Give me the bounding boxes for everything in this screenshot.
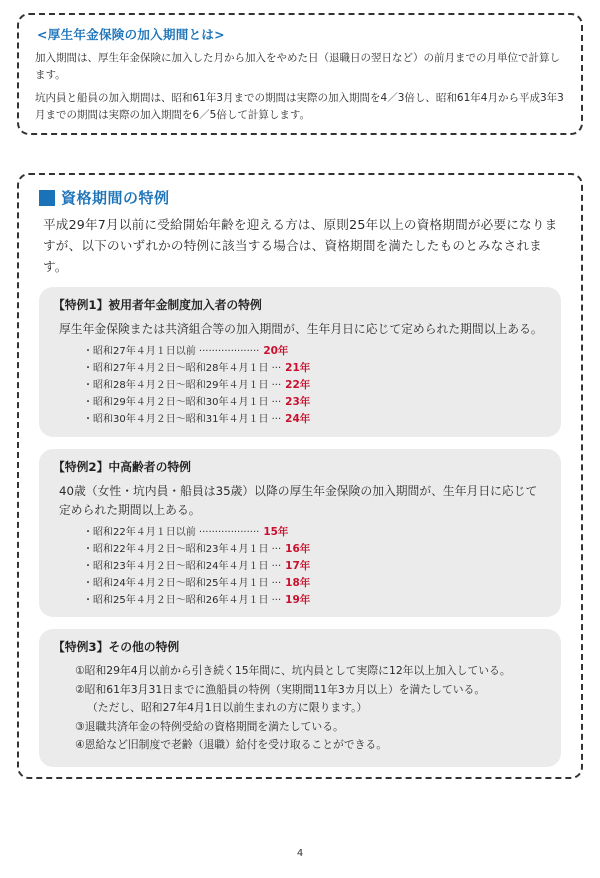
row-years: 17年 bbox=[285, 560, 311, 572]
list-item: （ただし、昭和27年4月1日以前生まれの方に限ります。） bbox=[87, 701, 368, 714]
definition-title: <厚生年金保険の加入期間とは> bbox=[37, 27, 225, 42]
row-label: ・昭和24年４月２日〜昭和25年４月１日 ··· bbox=[83, 578, 282, 589]
list-item: ②昭和61年3月31日までに漁船員の特例（実期間11年3カ月以上）を満たしている。 bbox=[75, 682, 486, 696]
list-item bbox=[83, 394, 547, 411]
special-case-2-title: 【特例2】中高齢者の特例 bbox=[53, 460, 191, 474]
row-label: ・昭和22年４月１日以前 ··················· bbox=[83, 527, 260, 538]
definition-paragraph-1: 加入期間は、厚生年金保険に加入した月から加入をやめた日（退職日の翌日など）の前月までの月単位で計算します。 bbox=[35, 52, 560, 81]
special-case-1-panel bbox=[39, 287, 561, 437]
list-item bbox=[83, 541, 547, 558]
list-item bbox=[83, 524, 547, 541]
section-heading bbox=[39, 187, 561, 208]
special-case-1-title: 【特例1】被用者年金制度加入者の特例 bbox=[53, 298, 262, 312]
row-years: 22年 bbox=[285, 379, 311, 391]
definition-paragraph-2: 坑内員と船員の加入期間は、昭和61年3月までの期間は実際の加入期間を4／3倍し、昭和61年4月から平成3年3月までの期間は実際の加入期間を6／5倍して計算します。 bbox=[35, 92, 564, 121]
list-item bbox=[83, 592, 547, 609]
row-label: ・昭和28年４月２日〜昭和29年４月１日 ··· bbox=[83, 380, 282, 391]
list-item: ①昭和29年4月以前から引き続く15年間に、坑内員として実際に12年以上加入している。 bbox=[75, 664, 511, 677]
list-item bbox=[83, 558, 547, 575]
list-item bbox=[83, 343, 547, 360]
special-case-2-desc: 40歳（女性・坑内員・船員は35歳）以降の厚生年金保険の加入期間が、生年月日に応じて定められた期間以上ある。 bbox=[59, 484, 538, 517]
special-case-1-list bbox=[53, 343, 547, 428]
page-number: 4 bbox=[296, 848, 304, 859]
section-intro: 平成29年7月以前に受給開始年齢を迎える方は、原則25年以上の資格期間が必要になりますが、以下のいずれかの特例に該当する場合は、資格期間を満たしたものとみなされます。 bbox=[43, 217, 558, 274]
row-years: 24年 bbox=[285, 413, 311, 425]
row-label: ・昭和29年４月２日〜昭和30年４月１日 ··· bbox=[83, 397, 282, 408]
row-years: 20年 bbox=[263, 345, 289, 357]
special-case-3-panel bbox=[39, 629, 561, 767]
list-item: ③退職共済年金の特例受給の資格期間を満たしている。 bbox=[75, 719, 344, 733]
list-item bbox=[83, 575, 547, 592]
row-years: 21年 bbox=[285, 362, 311, 374]
row-years: 23年 bbox=[285, 396, 311, 408]
special-case-3-title: 【特例3】その他の特例 bbox=[53, 640, 180, 654]
special-cases-box bbox=[17, 173, 583, 779]
row-years: 18年 bbox=[285, 577, 311, 589]
row-years: 19年 bbox=[285, 594, 311, 606]
row-label: ・昭和22年４月２日〜昭和23年４月１日 ··· bbox=[83, 544, 282, 555]
row-label: ・昭和27年４月１日以前 ··················· bbox=[83, 346, 260, 357]
special-case-1-desc: 厚生年金保険または共済組合等の加入期間が、生年月日に応じて定められた期間以上ある。 bbox=[59, 322, 543, 336]
row-label: ・昭和23年４月２日〜昭和24年４月１日 ··· bbox=[83, 561, 282, 572]
row-label: ・昭和27年４月２日〜昭和28年４月１日 ··· bbox=[83, 363, 282, 374]
section-heading-text: 資格期間の特例 bbox=[61, 189, 170, 207]
row-label: ・昭和30年４月２日〜昭和31年４月１日 ··· bbox=[83, 414, 282, 425]
row-years: 16年 bbox=[285, 543, 311, 555]
list-item bbox=[83, 411, 547, 428]
list-item bbox=[83, 377, 547, 394]
list-item bbox=[83, 360, 547, 377]
special-case-3-list bbox=[53, 662, 547, 755]
special-case-2-list bbox=[53, 524, 547, 609]
row-label: ・昭和25年４月２日〜昭和26年４月１日 ··· bbox=[83, 595, 282, 606]
definition-box bbox=[17, 13, 583, 135]
row-years: 15年 bbox=[263, 526, 289, 538]
blue-square-icon bbox=[39, 190, 55, 206]
list-item: ④恩給など旧制度で老齢（退職）給付を受け取ることができる。 bbox=[75, 738, 387, 751]
special-case-2-panel bbox=[39, 449, 561, 617]
